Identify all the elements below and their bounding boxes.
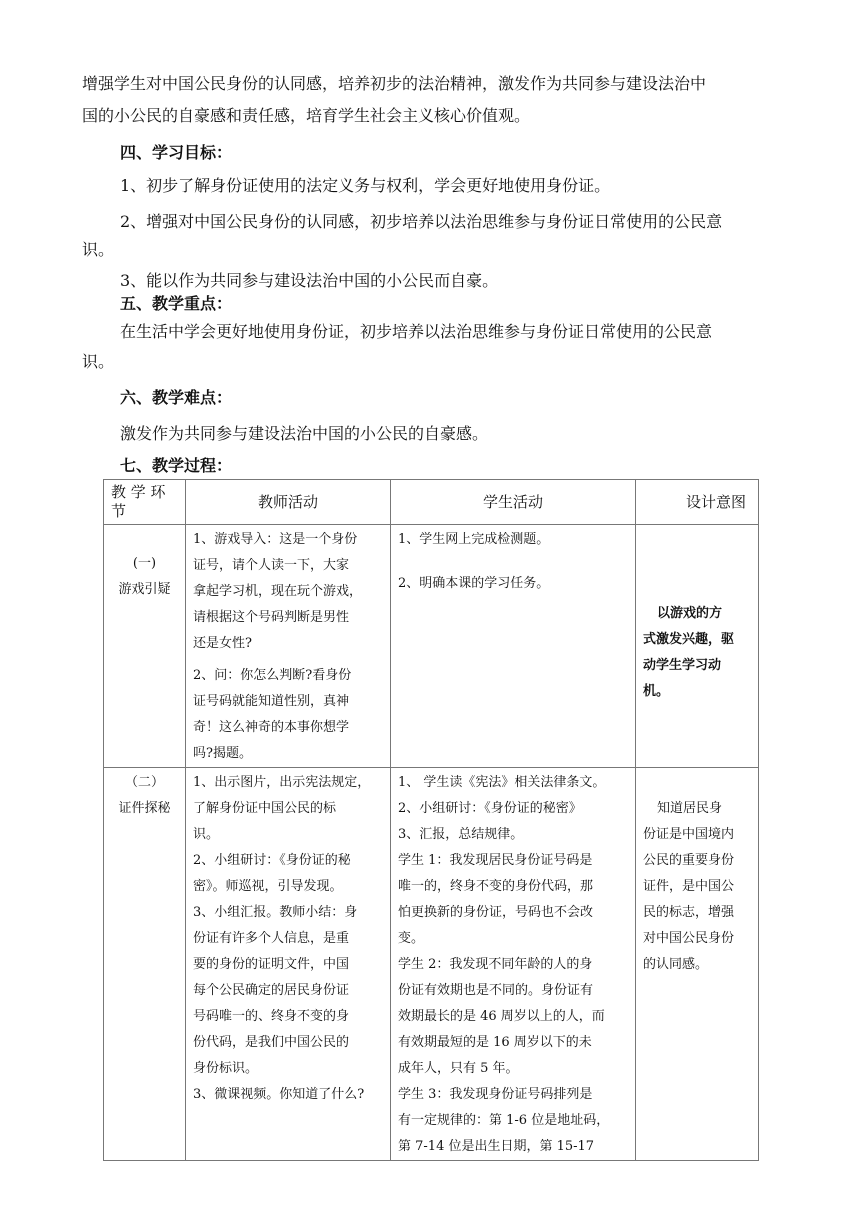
teacher-line: 1、游戏导入：这是一个身份 — [193, 532, 358, 547]
teacher-line: 1、出示图片，出示宪法规定， — [193, 775, 371, 790]
stage-number: (一) — [132, 556, 157, 571]
teacher-line: 份证有许多个人信息，是重 — [193, 931, 350, 946]
teacher-line: 3、小组汇报。教师小结：身 — [193, 905, 358, 920]
student-line: 第 7-14 位是出生日期，第 15-17 — [398, 1139, 595, 1154]
intent-line: 对中国公民身份 — [643, 931, 735, 946]
teacher-line: 2、问：你怎么判断?看身份 — [193, 668, 352, 683]
student-line: 怕更换新的身份证，号码也不会改 — [398, 905, 594, 920]
intent-line: 的认同感。 — [643, 957, 709, 972]
student-line: 有效期最短的是 16 周岁以下的未 — [398, 1035, 592, 1050]
student-line: 学生 3：我发现身份证号码排列是 — [398, 1087, 593, 1102]
teaching-process-table — [103, 479, 759, 1161]
teacher-activity-cell — [186, 525, 391, 768]
student-line: 变。 — [398, 931, 425, 946]
teacher-line: 2、小组研讨：《身份证的秘 — [193, 853, 351, 868]
student-line: 学生 2：我发现不同年龄的人的身 — [398, 957, 593, 972]
intent-line: 机。 — [643, 684, 670, 699]
stage-name: 证件探秘 — [118, 801, 171, 816]
key-points-line-1: 在生活中学会更好地使用身份证，初步培养以法治思维参与身份证日常使用的公民意 — [120, 322, 713, 341]
teacher-line: 份代码，是我们中国公民的 — [193, 1035, 350, 1050]
student-activity-cell — [391, 768, 636, 1161]
teacher-line: 证号，请个人读一下，大家 — [193, 558, 350, 573]
student-line: 效期最长的是 46 周岁以上的人，而 — [398, 1009, 605, 1024]
table-row — [104, 768, 759, 1161]
student-line: 学生 1：我发现居民身份证号码是 — [398, 853, 593, 868]
intent-line: 以游戏的方 — [657, 606, 723, 621]
header-student: 学生活动 — [391, 480, 636, 525]
key-points-heading: 五、教学重点： — [120, 294, 233, 313]
intent-line: 式激发兴趣，驱 — [643, 632, 735, 647]
stage-cell — [104, 525, 186, 768]
intent-line: 知道居民身 — [657, 801, 723, 816]
teacher-line: 识。 — [193, 827, 220, 842]
intent-line: 动学生学习动 — [643, 658, 722, 673]
teacher-activity-cell — [186, 768, 391, 1161]
goals-heading: 四、学习目标： — [120, 143, 233, 162]
student-line: 3、汇报，总结规律。 — [398, 827, 524, 842]
difficulties-heading: 六、教学难点： — [120, 388, 233, 407]
student-line: 成年人，只有 5 年。 — [398, 1061, 519, 1076]
design-intent-cell — [636, 525, 759, 768]
student-line: 唯一的，终身不变的身份代码，那 — [398, 879, 594, 894]
goal-item-1: 1、初步了解身份证使用的法定义务与权利，学会更好地使用身份证。 — [120, 176, 611, 195]
teacher-line: 3、微课视频。你知道了什么? — [193, 1087, 365, 1102]
table-row — [104, 525, 759, 768]
student-line: 2、明确本课的学习任务。 — [398, 576, 550, 591]
student-activity-cell — [391, 525, 636, 768]
student-line: 1、 学生读《宪法》相关法律条文。 — [398, 775, 606, 790]
stage-name: 游戏引疑 — [118, 582, 171, 597]
teacher-line: 号码唯一的、终身不变的身 — [193, 1009, 350, 1024]
goal-item-3: 3、能以作为共同参与建设法治中国的小公民而自豪。 — [120, 271, 499, 290]
goal-item-2-line-2: 识。 — [82, 240, 115, 259]
teacher-line: 密》。师巡视，引导发现。 — [193, 879, 343, 894]
student-line: 有一定规律的：第 1-6 位是地址码， — [398, 1113, 610, 1128]
teacher-line: 证号码就能知道性别，真神 — [193, 694, 350, 709]
teacher-line: 奇！这么神奇的本事你想学 — [193, 720, 350, 735]
teacher-line: 了解身份证中国公民的标 — [193, 801, 337, 816]
header-stage-line-1: 教 学 环 — [111, 483, 166, 501]
student-line: 2、小组研讨：《身份证的秘密》 — [398, 801, 582, 816]
header-stage — [104, 480, 186, 525]
intent-line: 份证是中国境内 — [643, 827, 735, 842]
intro-line-1: 增强学生对中国公民身份的认同感，培养初步的法治精神，激发作为共同参与建设法治中 — [82, 74, 707, 93]
process-heading: 七、教学过程： — [120, 456, 233, 475]
teacher-line: 吗?揭题。 — [193, 746, 252, 761]
header-stage-line-2: 节 — [111, 502, 127, 520]
goal-item-2-line-1: 2、增强对中国公民身份的认同感，初步培养以法治思维参与身份证日常使用的公民意 — [120, 212, 723, 231]
teacher-line: 身份标识。 — [193, 1061, 259, 1076]
intent-line: 民的标志，增强 — [643, 905, 735, 920]
header-intent: 设计意图 — [636, 480, 759, 525]
design-intent-cell — [636, 768, 759, 1161]
teacher-line: 拿起学习机，现在玩个游戏， — [193, 584, 363, 599]
teacher-line: 每个公民确定的居民身份证 — [193, 983, 350, 998]
intent-line: 公民的重要身份 — [643, 853, 735, 868]
stage-number: （二） — [124, 775, 164, 790]
difficulties-line-1: 激发作为共同参与建设法治中国的小公民的自豪感。 — [120, 424, 489, 443]
intro-line-2: 国的小公民的自豪感和责任感，培育学生社会主义核心价值观。 — [82, 106, 531, 125]
student-line: 1、学生网上完成检测题。 — [398, 532, 550, 547]
stage-cell — [104, 768, 186, 1161]
student-line: 份证有效期也是不同的。身份证有 — [398, 983, 594, 998]
key-points-line-2: 识。 — [82, 352, 115, 371]
intent-line: 证件，是中国公 — [643, 879, 735, 894]
teacher-line: 还是女性? — [193, 636, 252, 651]
table-header-row — [104, 480, 759, 525]
teacher-line: 要的身份的证明文件，中国 — [193, 957, 350, 972]
header-teacher: 教师活动 — [186, 480, 391, 525]
teacher-line: 请根据这个号码判断是男性 — [193, 610, 350, 625]
